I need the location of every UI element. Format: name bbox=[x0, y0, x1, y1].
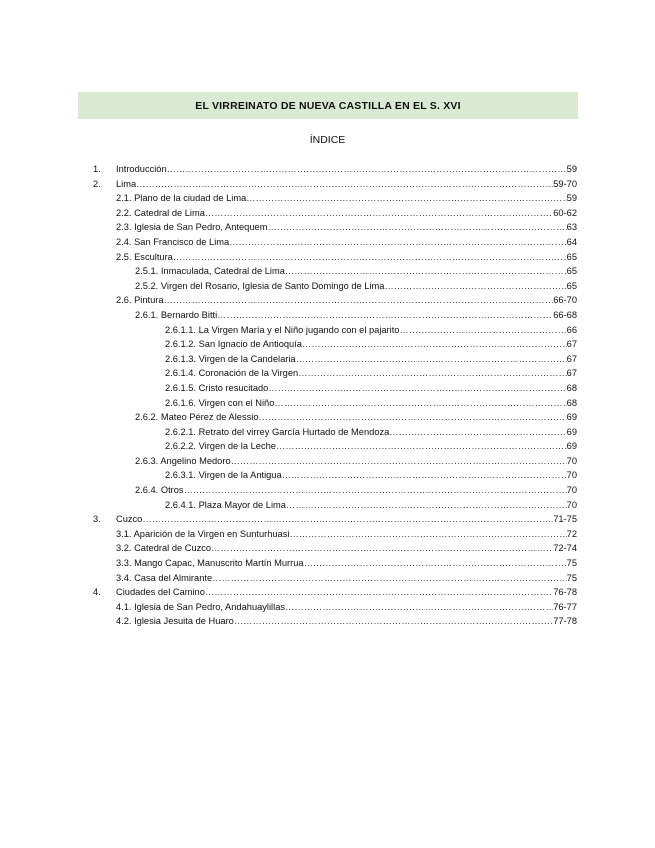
toc-entry[interactable] bbox=[93, 427, 577, 442]
toc-entry-page: 69 bbox=[566, 412, 577, 423]
toc-entry[interactable] bbox=[93, 164, 577, 179]
toc-entry-page: 68 bbox=[566, 382, 577, 393]
toc-entry[interactable] bbox=[93, 339, 577, 354]
dot-leader bbox=[234, 616, 553, 626]
dot-leader bbox=[276, 441, 567, 451]
toc-entry[interactable] bbox=[93, 602, 577, 617]
toc-entry[interactable] bbox=[93, 485, 577, 500]
toc-entry-number: 4. bbox=[93, 587, 101, 598]
toc-entry-label: Lima bbox=[116, 178, 137, 189]
toc-entry[interactable] bbox=[93, 295, 577, 310]
toc-entry-page: 70 bbox=[566, 470, 577, 481]
dot-leader bbox=[231, 456, 567, 466]
toc-entry-page: 77-78 bbox=[553, 616, 577, 627]
dot-leader bbox=[229, 237, 566, 247]
toc-entry[interactable] bbox=[93, 543, 577, 558]
dot-leader bbox=[173, 252, 567, 262]
toc-entry-label: 2.6.3.1. Virgen de la Antigua bbox=[165, 470, 282, 481]
toc-entry-label: 2.6.2.1. Retrato del virrey García Hurtado de Mendoza bbox=[165, 426, 390, 437]
toc-entry-page: 60-62 bbox=[553, 207, 577, 218]
dot-leader bbox=[389, 427, 566, 437]
dot-leader bbox=[211, 543, 553, 553]
toc-entry-label: 2.3. Iglesia de San Pedro, Antequem bbox=[116, 222, 268, 233]
toc-entry[interactable] bbox=[93, 514, 577, 529]
dot-leader bbox=[246, 193, 566, 203]
toc-entry-label: 2.6.1.2. San Ignacio de Antioquía bbox=[165, 339, 302, 350]
toc-entry-label: 2.1. Plano de la ciudad de Lima bbox=[116, 193, 247, 204]
toc-entry-label: 2.6.2.2. Virgen de la Leche bbox=[165, 441, 276, 452]
dot-leader bbox=[142, 514, 553, 524]
toc-entry-label: 2.6.4.1. Plaza Mayor de Lima bbox=[165, 499, 286, 510]
toc-entry[interactable] bbox=[93, 266, 577, 281]
toc-entry-page: 67 bbox=[566, 339, 577, 350]
toc-entry-label: 2.6.1. Bernardo Bitti bbox=[135, 309, 218, 320]
toc-entry-page: 70 bbox=[566, 485, 577, 496]
dot-leader bbox=[267, 222, 566, 232]
toc-entry-label: 2.6.1.4. Coronación de la Virgen bbox=[165, 368, 299, 379]
dot-leader bbox=[136, 179, 553, 189]
toc-entry[interactable] bbox=[93, 383, 577, 398]
toc-entry-page: 63 bbox=[566, 222, 577, 233]
toc-entry-label: 4.2. Iglesia Jesuita de Huaro bbox=[116, 616, 234, 627]
toc-entry-label: 2.6.2. Mateo Pérez de Alessio bbox=[135, 412, 259, 423]
dot-leader bbox=[286, 500, 567, 510]
toc-entry-label: 3.1. Aparición de la Virgen en Sunturhuasi bbox=[116, 528, 290, 539]
dot-leader bbox=[167, 164, 567, 174]
toc-entry-label: 2.6.1.3. Virgen de la Candelaria bbox=[165, 353, 296, 364]
toc-entry-page: 59 bbox=[566, 193, 577, 204]
dot-leader bbox=[184, 485, 567, 495]
toc-entry-label: 2.6.1.5. Cristo resucitado bbox=[165, 382, 269, 393]
toc-entry-label: Ciudades del Camino bbox=[116, 587, 205, 598]
toc-entry-page: 67 bbox=[566, 368, 577, 379]
toc-entry[interactable] bbox=[93, 208, 577, 223]
toc-entry[interactable] bbox=[93, 281, 577, 296]
toc-entry-page: 76-77 bbox=[553, 601, 577, 612]
toc-entry-page: 68 bbox=[566, 397, 577, 408]
toc-entry-label: Introducción bbox=[116, 164, 167, 174]
toc-entry-label: 4.1. Iglesia de San Pedro, Andahuaylillas bbox=[116, 601, 286, 612]
toc-entry-label: 2.2. Catedral de Lima bbox=[116, 207, 205, 218]
dot-leader bbox=[296, 354, 567, 364]
toc-entry-label: 2.6.1.1. La Virgen María y el Niño jugando con el pajarito bbox=[165, 324, 400, 335]
toc-entry-label: 3.3. Mango Capac, Manuscrito Martín Murrua bbox=[116, 558, 304, 569]
title-banner bbox=[78, 92, 578, 119]
toc-entry[interactable] bbox=[93, 587, 577, 602]
dot-leader bbox=[285, 602, 553, 612]
dot-leader bbox=[298, 368, 566, 378]
dot-leader bbox=[205, 587, 553, 597]
toc-entry[interactable] bbox=[93, 354, 577, 369]
toc-entry[interactable] bbox=[93, 456, 577, 471]
dot-leader bbox=[285, 266, 567, 276]
toc-entry[interactable] bbox=[93, 252, 577, 267]
toc-entry[interactable] bbox=[93, 412, 577, 427]
toc-entry[interactable] bbox=[93, 529, 577, 544]
dot-leader bbox=[268, 383, 566, 393]
dot-leader bbox=[290, 529, 567, 539]
toc-entry[interactable] bbox=[93, 573, 577, 588]
toc-entry[interactable] bbox=[93, 500, 577, 515]
toc-entry-page: 72 bbox=[566, 528, 577, 539]
toc-entry-page: 65 bbox=[566, 280, 577, 291]
toc-entry-label: 2.5. Escultura bbox=[116, 251, 173, 262]
index-heading: ÍNDICE bbox=[309, 134, 346, 146]
toc-entry-label: 2.6.4. Otros bbox=[135, 485, 184, 496]
dot-leader bbox=[304, 558, 567, 568]
toc-entry-page: 69 bbox=[566, 426, 577, 437]
toc-entry[interactable] bbox=[93, 310, 577, 325]
dot-leader bbox=[302, 339, 567, 349]
toc-entry-page: 67 bbox=[566, 353, 577, 364]
toc-entry[interactable] bbox=[93, 368, 577, 383]
dot-leader bbox=[282, 470, 567, 480]
toc-entry-page: 59-70 bbox=[553, 178, 577, 189]
toc-entry[interactable] bbox=[93, 325, 577, 340]
toc-entry-page: 69 bbox=[566, 441, 577, 452]
toc-entry-label: 3.4. Casa del Almirante bbox=[116, 572, 213, 583]
dot-leader bbox=[205, 208, 553, 218]
dot-leader bbox=[384, 281, 566, 291]
toc-entry-label: 2.6.3. Angelino Medoro bbox=[135, 455, 231, 466]
toc-entry-page: 59 bbox=[566, 164, 577, 174]
toc-entry-label: 2.4. San Francisco de Lima bbox=[116, 236, 230, 247]
toc-entry-page: 75 bbox=[566, 558, 577, 569]
toc-entry-page: 75 bbox=[566, 572, 577, 583]
toc-entry-page: 66-70 bbox=[553, 295, 577, 306]
toc-entry[interactable] bbox=[93, 470, 577, 485]
toc-entry-page: 76-78 bbox=[553, 587, 577, 598]
dot-leader bbox=[399, 325, 566, 335]
toc-entry-label: 3.2. Catedral de Cuzco bbox=[116, 543, 212, 554]
toc-entry-page: 66-68 bbox=[553, 309, 577, 320]
dot-leader bbox=[274, 398, 566, 408]
toc-entry-page: 71-75 bbox=[553, 514, 577, 525]
toc-entry-number: 1. bbox=[93, 164, 101, 174]
toc-entry-page: 65 bbox=[566, 266, 577, 277]
toc-entry-label: Cuzco bbox=[116, 514, 143, 525]
toc-entry-page: 66 bbox=[566, 324, 577, 335]
toc-entry-page: 72-74 bbox=[553, 543, 577, 554]
toc-entry-label: 2.5.1. Inmaculada, Catedral de Lima bbox=[135, 266, 285, 277]
toc-entry-label: 2.6.1.6. Virgen con el Niño bbox=[165, 397, 275, 408]
toc-entry[interactable] bbox=[93, 237, 577, 252]
toc-entry-number: 3. bbox=[93, 514, 101, 525]
toc-entry[interactable] bbox=[93, 222, 577, 237]
toc-entry-label: 2.6. Pintura bbox=[116, 295, 164, 306]
toc-entry[interactable] bbox=[93, 616, 577, 631]
toc-entry-label: 2.5.2. Virgen del Rosario, Iglesia de Santo Domingo de Lima bbox=[135, 280, 385, 291]
toc-entry-number: 2. bbox=[93, 178, 101, 189]
toc-entry[interactable] bbox=[93, 441, 577, 456]
toc-entry-page: 70 bbox=[566, 455, 577, 466]
dot-leader bbox=[217, 310, 553, 320]
toc-entry[interactable] bbox=[93, 193, 577, 208]
document-title: EL VIRREINATO DE NUEVA CASTILLA EN EL S. XVI bbox=[195, 99, 461, 112]
toc-entry-page: 65 bbox=[566, 251, 577, 262]
dot-leader bbox=[212, 573, 567, 583]
toc-entry-page: 64 bbox=[566, 236, 577, 247]
toc-entry[interactable] bbox=[93, 398, 577, 413]
table-of-contents bbox=[93, 164, 577, 631]
dot-leader bbox=[259, 412, 567, 422]
toc-entry-page: 70 bbox=[566, 499, 577, 510]
toc-entry[interactable] bbox=[93, 558, 577, 573]
toc-entry[interactable] bbox=[93, 179, 577, 194]
dot-leader bbox=[164, 295, 554, 305]
